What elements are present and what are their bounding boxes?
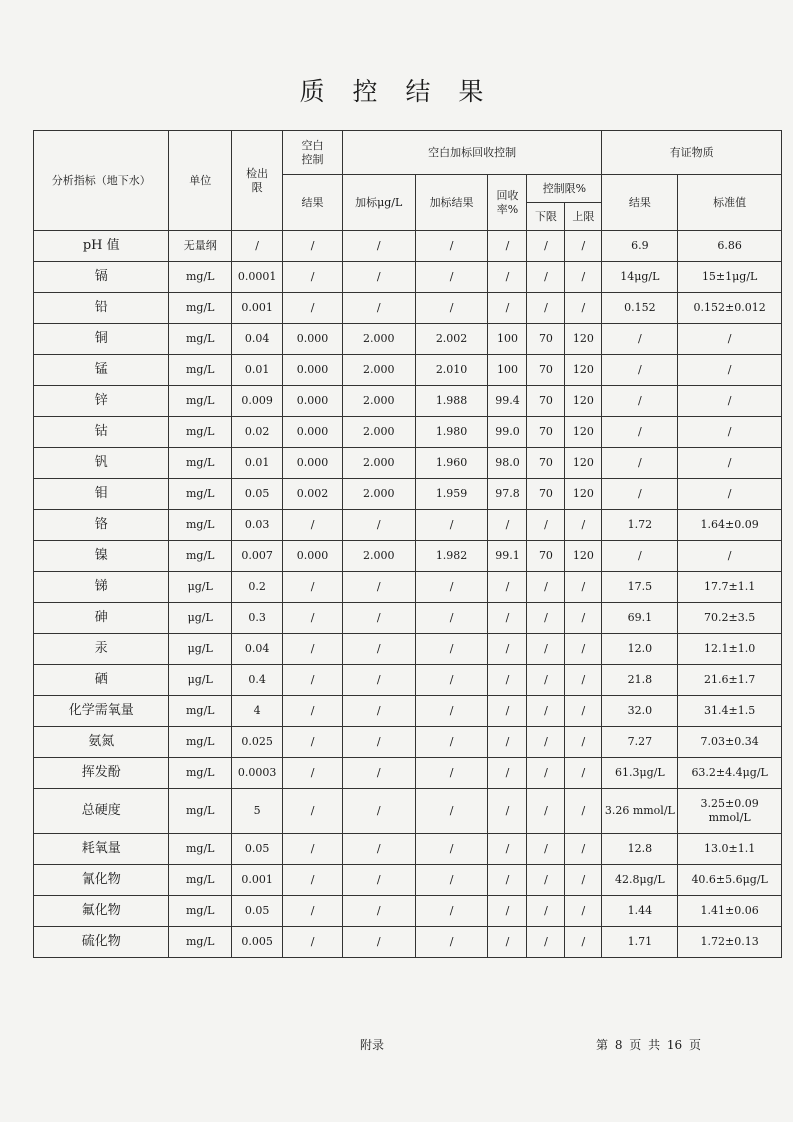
cell-crm-standard: 15±1μg/L bbox=[678, 262, 782, 293]
cell-crm-result: 1.72 bbox=[602, 510, 678, 541]
table-row bbox=[34, 231, 782, 262]
cell-recovery-rate: / bbox=[488, 634, 527, 665]
cell-item: 总硬度 bbox=[34, 789, 169, 834]
cell-spike-amount: / bbox=[342, 896, 415, 927]
cell-item: 锰 bbox=[34, 355, 169, 386]
cell-crm-standard: 63.2±4.4μg/L bbox=[678, 758, 782, 789]
cell-crm-standard: / bbox=[678, 541, 782, 572]
cell-crm-result: / bbox=[602, 417, 678, 448]
cell-item: 铬 bbox=[34, 510, 169, 541]
cell-crm-result: 32.0 bbox=[602, 696, 678, 727]
cell-crm-standard: 7.03±0.34 bbox=[678, 727, 782, 758]
cell-lower-limit: / bbox=[527, 572, 565, 603]
cell-crm-result: / bbox=[602, 386, 678, 417]
cell-lower-limit: 70 bbox=[527, 448, 565, 479]
cell-blank-result: 0.000 bbox=[283, 324, 343, 355]
table-row bbox=[34, 834, 782, 865]
cell-lower-limit: / bbox=[527, 231, 565, 262]
table-row bbox=[34, 758, 782, 789]
cell-recovery-rate: / bbox=[488, 727, 527, 758]
cell-crm-standard: 6.86 bbox=[678, 231, 782, 262]
cell-crm-standard: 40.6±5.6μg/L bbox=[678, 865, 782, 896]
cell-upper-limit: / bbox=[565, 696, 602, 727]
cell-crm-result: 21.8 bbox=[602, 665, 678, 696]
table-row bbox=[34, 665, 782, 696]
cell-crm-result: 3.26 mmol/L bbox=[602, 789, 678, 834]
cell-spike-amount: / bbox=[342, 262, 415, 293]
cell-recovery-rate: / bbox=[488, 789, 527, 834]
cell-crm-result: 12.0 bbox=[602, 634, 678, 665]
cell-item: 化学需氧量 bbox=[34, 696, 169, 727]
cell-spike-amount: / bbox=[342, 758, 415, 789]
cell-blank-result: / bbox=[283, 634, 343, 665]
cell-blank-result: / bbox=[283, 789, 343, 834]
table-row bbox=[34, 727, 782, 758]
cell-unit: mg/L bbox=[169, 834, 232, 865]
cell-recovery-rate: / bbox=[488, 665, 527, 696]
cell-lower-limit: 70 bbox=[527, 541, 565, 572]
header-crm-result: 结果 bbox=[602, 175, 678, 231]
table-row bbox=[34, 572, 782, 603]
cell-crm-standard: / bbox=[678, 417, 782, 448]
cell-blank-result: / bbox=[283, 834, 343, 865]
page-title: 质 控 结 果 bbox=[299, 77, 494, 106]
cell-detection-limit: 0.05 bbox=[232, 896, 283, 927]
cell-recovery-rate: 100 bbox=[488, 324, 527, 355]
table-row bbox=[34, 634, 782, 665]
cell-recovery-rate: / bbox=[488, 834, 527, 865]
cell-spike-result: 1.960 bbox=[415, 448, 488, 479]
cell-unit: μg/L bbox=[169, 603, 232, 634]
cell-crm-result: 7.27 bbox=[602, 727, 678, 758]
cell-item: 耗氧量 bbox=[34, 834, 169, 865]
header-analysis-item: 分析指标（地下水） bbox=[34, 131, 169, 231]
cell-spike-result: / bbox=[415, 758, 488, 789]
cell-unit: mg/L bbox=[169, 789, 232, 834]
table-body bbox=[34, 231, 782, 958]
cell-item: 钼 bbox=[34, 479, 169, 510]
cell-lower-limit: / bbox=[527, 927, 565, 958]
cell-spike-amount: / bbox=[342, 510, 415, 541]
cell-unit: mg/L bbox=[169, 510, 232, 541]
cell-upper-limit: / bbox=[565, 789, 602, 834]
cell-crm-result: / bbox=[602, 479, 678, 510]
cell-crm-result: 17.5 bbox=[602, 572, 678, 603]
table-row bbox=[34, 262, 782, 293]
cell-spike-result: 2.002 bbox=[415, 324, 488, 355]
cell-lower-limit: / bbox=[527, 865, 565, 896]
header-certified-material: 有证物质 bbox=[602, 131, 782, 175]
cell-crm-result: 6.9 bbox=[602, 231, 678, 262]
cell-unit: mg/L bbox=[169, 541, 232, 572]
table-row bbox=[34, 355, 782, 386]
cell-upper-limit: 120 bbox=[565, 448, 602, 479]
cell-upper-limit: 120 bbox=[565, 355, 602, 386]
table-row bbox=[34, 386, 782, 417]
cell-spike-amount: / bbox=[342, 727, 415, 758]
cell-recovery-rate: 99.1 bbox=[488, 541, 527, 572]
cell-spike-amount: / bbox=[342, 603, 415, 634]
cell-spike-result: / bbox=[415, 834, 488, 865]
footer-page-info: 第 8 页 共 16 页 bbox=[596, 1038, 701, 1052]
cell-item: 铜 bbox=[34, 324, 169, 355]
cell-recovery-rate: / bbox=[488, 293, 527, 324]
cell-blank-result: 0.000 bbox=[283, 417, 343, 448]
cell-crm-result: / bbox=[602, 541, 678, 572]
table-row bbox=[34, 603, 782, 634]
cell-blank-result: / bbox=[283, 603, 343, 634]
cell-item: 氨氮 bbox=[34, 727, 169, 758]
cell-item: 汞 bbox=[34, 634, 169, 665]
cell-spike-result: / bbox=[415, 293, 488, 324]
cell-detection-limit: 0.005 bbox=[232, 927, 283, 958]
cell-blank-result: 0.000 bbox=[283, 355, 343, 386]
cell-unit: 无量纲 bbox=[169, 231, 232, 262]
cell-crm-standard: 31.4±1.5 bbox=[678, 696, 782, 727]
cell-recovery-rate: / bbox=[488, 572, 527, 603]
cell-crm-result: 0.152 bbox=[602, 293, 678, 324]
header-recovery-rate: 回收率% bbox=[488, 175, 527, 231]
cell-upper-limit: / bbox=[565, 634, 602, 665]
cell-spike-amount: 2.000 bbox=[342, 386, 415, 417]
table-row bbox=[34, 789, 782, 834]
cell-item: 锌 bbox=[34, 386, 169, 417]
cell-detection-limit: 0.0003 bbox=[232, 758, 283, 789]
cell-upper-limit: / bbox=[565, 293, 602, 324]
cell-recovery-rate: / bbox=[488, 603, 527, 634]
quality-control-table bbox=[33, 130, 782, 958]
cell-item: 铅 bbox=[34, 293, 169, 324]
cell-detection-limit: 0.05 bbox=[232, 834, 283, 865]
cell-unit: mg/L bbox=[169, 865, 232, 896]
cell-crm-standard: / bbox=[678, 448, 782, 479]
cell-item: 硒 bbox=[34, 665, 169, 696]
cell-recovery-rate: / bbox=[488, 262, 527, 293]
cell-spike-amount: 2.000 bbox=[342, 355, 415, 386]
cell-recovery-rate: 98.0 bbox=[488, 448, 527, 479]
cell-spike-amount: 2.000 bbox=[342, 541, 415, 572]
table-row bbox=[34, 417, 782, 448]
cell-spike-result: 1.988 bbox=[415, 386, 488, 417]
cell-crm-result: 1.71 bbox=[602, 927, 678, 958]
table-row bbox=[34, 696, 782, 727]
cell-crm-standard: 1.64±0.09 bbox=[678, 510, 782, 541]
cell-lower-limit: 70 bbox=[527, 355, 565, 386]
cell-spike-amount: / bbox=[342, 696, 415, 727]
table-row bbox=[34, 896, 782, 927]
cell-recovery-rate: / bbox=[488, 896, 527, 927]
cell-lower-limit: 70 bbox=[527, 324, 565, 355]
table-row bbox=[34, 479, 782, 510]
cell-unit: mg/L bbox=[169, 262, 232, 293]
cell-crm-standard: 21.6±1.7 bbox=[678, 665, 782, 696]
cell-upper-limit: 120 bbox=[565, 479, 602, 510]
cell-unit: mg/L bbox=[169, 448, 232, 479]
cell-detection-limit: 0.01 bbox=[232, 448, 283, 479]
cell-unit: mg/L bbox=[169, 696, 232, 727]
table-row bbox=[34, 293, 782, 324]
cell-crm-result: 61.3μg/L bbox=[602, 758, 678, 789]
cell-detection-limit: 0.001 bbox=[232, 293, 283, 324]
cell-crm-standard: / bbox=[678, 479, 782, 510]
cell-blank-result: / bbox=[283, 927, 343, 958]
cell-upper-limit: 120 bbox=[565, 417, 602, 448]
cell-blank-result: / bbox=[283, 696, 343, 727]
cell-blank-result: / bbox=[283, 865, 343, 896]
cell-lower-limit: 70 bbox=[527, 386, 565, 417]
cell-crm-result: 1.44 bbox=[602, 896, 678, 927]
cell-upper-limit: / bbox=[565, 865, 602, 896]
cell-spike-amount: / bbox=[342, 834, 415, 865]
cell-crm-result: 14μg/L bbox=[602, 262, 678, 293]
cell-upper-limit: / bbox=[565, 262, 602, 293]
cell-spike-amount: 2.000 bbox=[342, 324, 415, 355]
cell-spike-amount: / bbox=[342, 865, 415, 896]
cell-crm-result: / bbox=[602, 324, 678, 355]
cell-recovery-rate: / bbox=[488, 758, 527, 789]
cell-lower-limit: / bbox=[527, 896, 565, 927]
header-blank-control: 空白控制 bbox=[283, 131, 343, 175]
table-row bbox=[34, 541, 782, 572]
cell-unit: mg/L bbox=[169, 417, 232, 448]
cell-detection-limit: 0.01 bbox=[232, 355, 283, 386]
cell-spike-result: / bbox=[415, 696, 488, 727]
header-spike-result: 加标结果 bbox=[415, 175, 488, 231]
cell-spike-result: / bbox=[415, 789, 488, 834]
cell-spike-result: / bbox=[415, 634, 488, 665]
cell-detection-limit: 0.03 bbox=[232, 510, 283, 541]
cell-crm-result: 42.8μg/L bbox=[602, 865, 678, 896]
cell-recovery-rate: / bbox=[488, 696, 527, 727]
cell-unit: μg/L bbox=[169, 634, 232, 665]
cell-item: 砷 bbox=[34, 603, 169, 634]
cell-recovery-rate: 97.8 bbox=[488, 479, 527, 510]
cell-detection-limit: 0.2 bbox=[232, 572, 283, 603]
cell-item: 锑 bbox=[34, 572, 169, 603]
cell-lower-limit: / bbox=[527, 665, 565, 696]
cell-blank-result: / bbox=[283, 510, 343, 541]
cell-blank-result: / bbox=[283, 665, 343, 696]
cell-blank-result: / bbox=[283, 758, 343, 789]
cell-unit: mg/L bbox=[169, 355, 232, 386]
cell-recovery-rate: / bbox=[488, 231, 527, 262]
cell-upper-limit: 120 bbox=[565, 324, 602, 355]
cell-crm-standard: 12.1±1.0 bbox=[678, 634, 782, 665]
cell-blank-result: 0.002 bbox=[283, 479, 343, 510]
cell-crm-standard: 1.41±0.06 bbox=[678, 896, 782, 927]
cell-detection-limit: / bbox=[232, 231, 283, 262]
cell-blank-result: / bbox=[283, 262, 343, 293]
cell-spike-result: 1.980 bbox=[415, 417, 488, 448]
cell-recovery-rate: 100 bbox=[488, 355, 527, 386]
cell-upper-limit: 120 bbox=[565, 386, 602, 417]
cell-unit: mg/L bbox=[169, 324, 232, 355]
cell-spike-result: 1.959 bbox=[415, 479, 488, 510]
cell-lower-limit: / bbox=[527, 510, 565, 541]
cell-lower-limit: 70 bbox=[527, 417, 565, 448]
cell-spike-amount: 2.000 bbox=[342, 417, 415, 448]
cell-crm-standard: 70.2±3.5 bbox=[678, 603, 782, 634]
cell-spike-amount: / bbox=[342, 634, 415, 665]
cell-lower-limit: / bbox=[527, 727, 565, 758]
cell-item: 镉 bbox=[34, 262, 169, 293]
cell-detection-limit: 0.04 bbox=[232, 324, 283, 355]
cell-lower-limit: / bbox=[527, 293, 565, 324]
header-spike-amount: 加标μg/L bbox=[342, 175, 415, 231]
cell-crm-result: 69.1 bbox=[602, 603, 678, 634]
cell-item: 挥发酚 bbox=[34, 758, 169, 789]
cell-item: pH 值 bbox=[34, 231, 169, 262]
cell-spike-amount: / bbox=[342, 293, 415, 324]
cell-crm-standard: / bbox=[678, 324, 782, 355]
cell-crm-standard: 3.25±0.09 mmol/L bbox=[678, 789, 782, 834]
cell-unit: mg/L bbox=[169, 293, 232, 324]
cell-spike-result: / bbox=[415, 927, 488, 958]
cell-lower-limit: / bbox=[527, 758, 565, 789]
cell-lower-limit: / bbox=[527, 834, 565, 865]
cell-detection-limit: 0.009 bbox=[232, 386, 283, 417]
cell-item: 镍 bbox=[34, 541, 169, 572]
cell-detection-limit: 0.3 bbox=[232, 603, 283, 634]
cell-spike-amount: 2.000 bbox=[342, 479, 415, 510]
cell-spike-result: / bbox=[415, 231, 488, 262]
cell-spike-result: / bbox=[415, 665, 488, 696]
header-detection-limit: 检出限 bbox=[232, 131, 283, 231]
cell-recovery-rate: / bbox=[488, 865, 527, 896]
cell-unit: mg/L bbox=[169, 896, 232, 927]
table-row bbox=[34, 324, 782, 355]
cell-detection-limit: 0.4 bbox=[232, 665, 283, 696]
header-upper-limit: 上限 bbox=[565, 203, 602, 231]
cell-recovery-rate: / bbox=[488, 927, 527, 958]
cell-upper-limit: / bbox=[565, 231, 602, 262]
table-row bbox=[34, 927, 782, 958]
cell-recovery-rate: 99.4 bbox=[488, 386, 527, 417]
cell-spike-amount: / bbox=[342, 231, 415, 262]
cell-lower-limit: 70 bbox=[527, 479, 565, 510]
cell-detection-limit: 0.04 bbox=[232, 634, 283, 665]
cell-upper-limit: / bbox=[565, 572, 602, 603]
header-spike-recovery-control: 空白加标回收控制 bbox=[342, 131, 602, 175]
cell-spike-amount: 2.000 bbox=[342, 448, 415, 479]
cell-item: 硫化物 bbox=[34, 927, 169, 958]
cell-spike-result: / bbox=[415, 262, 488, 293]
cell-spike-result: / bbox=[415, 510, 488, 541]
cell-blank-result: / bbox=[283, 896, 343, 927]
cell-crm-standard: / bbox=[678, 386, 782, 417]
cell-upper-limit: / bbox=[565, 834, 602, 865]
header-control-limit: 控制限% bbox=[527, 175, 602, 203]
header-lower-limit: 下限 bbox=[527, 203, 565, 231]
cell-blank-result: / bbox=[283, 231, 343, 262]
cell-unit: mg/L bbox=[169, 727, 232, 758]
cell-blank-result: / bbox=[283, 727, 343, 758]
cell-detection-limit: 0.0001 bbox=[232, 262, 283, 293]
cell-spike-result: / bbox=[415, 896, 488, 927]
cell-detection-limit: 0.007 bbox=[232, 541, 283, 572]
cell-unit: μg/L bbox=[169, 572, 232, 603]
cell-blank-result: 0.000 bbox=[283, 448, 343, 479]
cell-upper-limit: / bbox=[565, 896, 602, 927]
cell-upper-limit: / bbox=[565, 758, 602, 789]
cell-spike-result: / bbox=[415, 603, 488, 634]
cell-crm-standard: 13.0±1.1 bbox=[678, 834, 782, 865]
header-crm-standard: 标准值 bbox=[678, 175, 782, 231]
cell-upper-limit: / bbox=[565, 665, 602, 696]
cell-unit: μg/L bbox=[169, 665, 232, 696]
cell-lower-limit: / bbox=[527, 634, 565, 665]
table-row bbox=[34, 510, 782, 541]
footer-appendix: 附录 bbox=[360, 1038, 385, 1052]
header-blank-result: 结果 bbox=[283, 175, 343, 231]
header-unit: 单位 bbox=[169, 131, 232, 231]
cell-spike-result: / bbox=[415, 572, 488, 603]
cell-crm-standard: 0.152±0.012 bbox=[678, 293, 782, 324]
table-row bbox=[34, 865, 782, 896]
cell-unit: mg/L bbox=[169, 927, 232, 958]
cell-crm-result: / bbox=[602, 448, 678, 479]
table-row bbox=[34, 448, 782, 479]
cell-unit: mg/L bbox=[169, 758, 232, 789]
cell-spike-result: / bbox=[415, 865, 488, 896]
cell-crm-standard: 1.72±0.13 bbox=[678, 927, 782, 958]
cell-recovery-rate: / bbox=[488, 510, 527, 541]
cell-item: 氰化物 bbox=[34, 865, 169, 896]
cell-upper-limit: / bbox=[565, 510, 602, 541]
cell-detection-limit: 0.05 bbox=[232, 479, 283, 510]
cell-blank-result: 0.000 bbox=[283, 386, 343, 417]
cell-item: 氟化物 bbox=[34, 896, 169, 927]
cell-detection-limit: 5 bbox=[232, 789, 283, 834]
cell-detection-limit: 0.02 bbox=[232, 417, 283, 448]
cell-upper-limit: / bbox=[565, 927, 602, 958]
cell-spike-amount: / bbox=[342, 572, 415, 603]
cell-detection-limit: 0.001 bbox=[232, 865, 283, 896]
cell-spike-amount: / bbox=[342, 665, 415, 696]
cell-upper-limit: / bbox=[565, 727, 602, 758]
cell-crm-standard: / bbox=[678, 355, 782, 386]
cell-crm-result: / bbox=[602, 355, 678, 386]
cell-detection-limit: 4 bbox=[232, 696, 283, 727]
cell-blank-result: 0.000 bbox=[283, 541, 343, 572]
cell-spike-result: 1.982 bbox=[415, 541, 488, 572]
cell-blank-result: / bbox=[283, 293, 343, 324]
cell-item: 钒 bbox=[34, 448, 169, 479]
cell-spike-amount: / bbox=[342, 927, 415, 958]
cell-item: 钴 bbox=[34, 417, 169, 448]
cell-spike-amount: / bbox=[342, 789, 415, 834]
cell-upper-limit: / bbox=[565, 603, 602, 634]
cell-lower-limit: / bbox=[527, 789, 565, 834]
cell-lower-limit: / bbox=[527, 603, 565, 634]
cell-spike-result: 2.010 bbox=[415, 355, 488, 386]
cell-unit: mg/L bbox=[169, 479, 232, 510]
cell-recovery-rate: 99.0 bbox=[488, 417, 527, 448]
cell-detection-limit: 0.025 bbox=[232, 727, 283, 758]
cell-lower-limit: / bbox=[527, 262, 565, 293]
cell-crm-result: 12.8 bbox=[602, 834, 678, 865]
cell-spike-result: / bbox=[415, 727, 488, 758]
cell-blank-result: / bbox=[283, 572, 343, 603]
cell-crm-standard: 17.7±1.1 bbox=[678, 572, 782, 603]
cell-lower-limit: / bbox=[527, 696, 565, 727]
cell-upper-limit: 120 bbox=[565, 541, 602, 572]
cell-unit: mg/L bbox=[169, 386, 232, 417]
